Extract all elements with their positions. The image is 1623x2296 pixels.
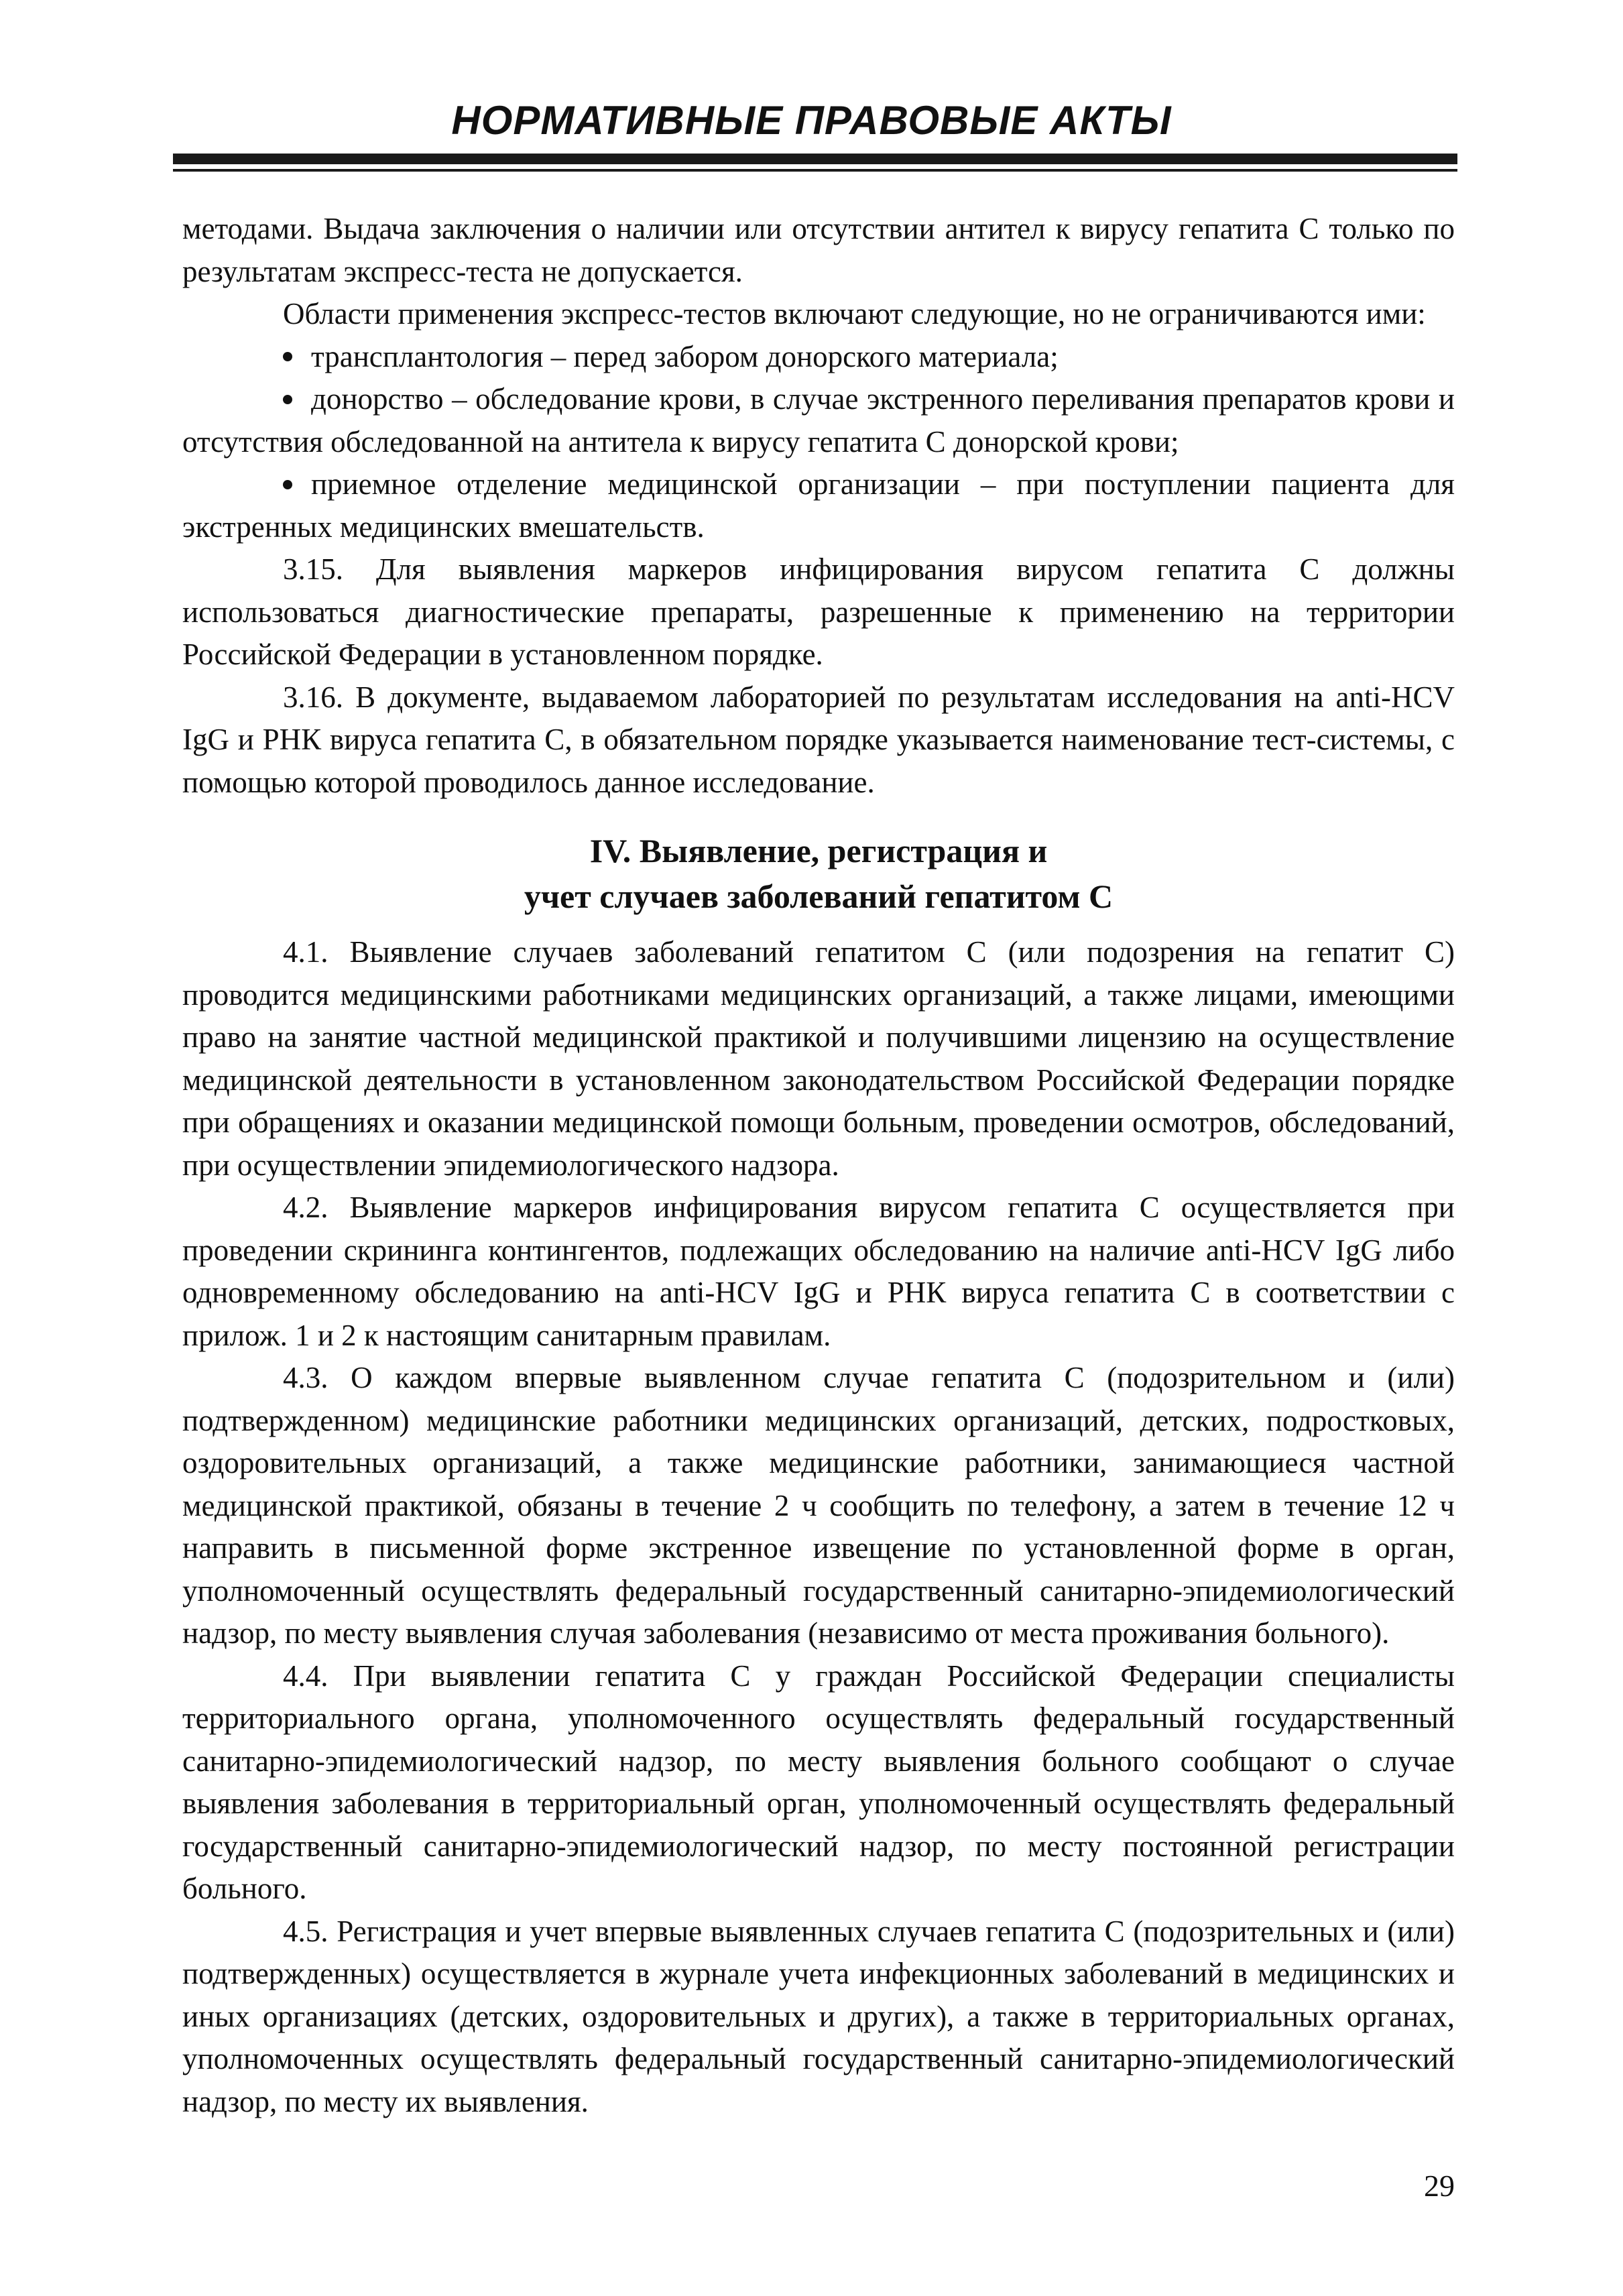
paragraph-4-5: 4.5. Регистрация и учет впервые выявленных случаев гепатита С (подозрительных и (или) подтвержденных) осуществляется в журнале учета инфекционных заболеваний в медицинских и иных организациях (детских, оздоровительных и других), а также в территориальных органах, уполномоченных осуществлять федеральный государственный санитарно-эпидемиологический надзор, по месту их выявления.: [182, 1914, 1455, 2118]
paragraph-4-3: 4.3. О каждом впервые выявленном случае гепатита С (подозрительном и (или) подтвержденном) медицинские работники медицинских организаций, детских, подростковых, оздоровительных организаций, а также медицинские работники, занимающиеся частной медицинской практикой, обязаны в течение 2 ч сообщить по телефону, а затем в течение 12 ч направить в письменной форме экстренное извещение по установленной форме в орган, уполномоченный осуществлять федеральный государственный санитарно-эпидемиологический надзор, по месту выявления случая заболевания (независимо от места проживания больного).: [182, 1361, 1455, 1650]
bullet-item: [182, 336, 1455, 379]
bullet-item: [182, 463, 1455, 548]
paragraph-4-2: 4.2. Выявление маркеров инфицирования вирусом гепатита С осуществляется при проведении скрининга контингентов, подлежащих обследованию на наличие anti-HCV IgG либо одновременному обследованию на anti-HCV IgG и РНК вируса гепатита С в соответствии с прилож. 1 и 2 к настоящим санитарным правилам.: [182, 1191, 1455, 1352]
paragraph-3-15: 3.15. Для выявления маркеров инфицирования вирусом гепатита С должны использоваться диагностические препараты, разрешенные к применению на территории Российской Федерации в установленном порядке.: [182, 552, 1455, 671]
section-heading: [182, 828, 1455, 919]
section-heading-line-1: IV. Выявление, регистрация и: [589, 832, 1048, 869]
page-number: 29: [1424, 2169, 1455, 2203]
bullet-item-text: приемное отделение медицинской организации – при поступлении пациента для экстренных медицинских вмешательств.: [182, 467, 1455, 544]
body-text: [182, 208, 1455, 2123]
bullet-dot-icon: [283, 480, 292, 489]
bullet-item-text: трансплантология – перед забором донорского материала;: [311, 339, 1059, 373]
bullet-dot-icon: [283, 395, 292, 404]
header-rule-thick: [173, 154, 1457, 164]
paragraph-continuation: методами. Выдача заключения о наличии или отсутствии антител к вирусу гепатита С только по результатам экспресс-теста не допускается.: [182, 212, 1455, 288]
running-header: НОРМАТИВНЫЕ ПРАВОВЫЕ АКТЫ: [451, 98, 1172, 143]
section-heading-line-2: учет случаев заболеваний гепатитом С: [524, 878, 1114, 915]
paragraph-express-test-areas: Области применения экспресс-тестов включают следующие, но не ограничиваются ими:: [283, 297, 1426, 330]
paragraph-3-16: 3.16. В документе, выдаваемом лабораторией по результатам исследования на anti-HCV IgG и РНК вируса гепатита С, в обязательном порядке указывается наименование тест-системы, с помощью которой проводилось данное исследование.: [182, 680, 1455, 799]
header-rule-thin: [173, 169, 1457, 172]
paragraph-4-1: 4.1. Выявление случаев заболеваний гепатитом С (или подозрения на гепатит С) проводится медицинскими работниками медицинских организаций, а также лицами, имеющими право на занятие частной медицинской практикой и получившими лицензию на осуществление медицинской деятельности в установленном законодательством Российской Федерации порядке при обращениях и оказании медицинской помощи больным, проведении осмотров, обследований, при осуществлении эпидемиологического надзора.: [182, 935, 1455, 1182]
bullet-item-text: донорство – обследование крови, в случае экстренного переливания препаратов крови и отсутствия обследованной на антитела к вирусу гепатита С донорской крови;: [182, 382, 1455, 459]
paragraph-4-4: 4.4. При выявлении гепатита С у граждан Российской Федерации специалисты территориального органа, уполномоченного осуществлять федеральный государственный санитарно-эпидемиологический надзор, по месту выявления больного сообщают о случае выявления заболевания в территориальный орган, уполномоченный осуществлять федеральный государственный санитарно-эпидемиологический надзор, по месту постоянной регистрации больного.: [182, 1658, 1455, 1905]
bullet-item: [182, 378, 1455, 463]
bullet-dot-icon: [283, 352, 292, 361]
